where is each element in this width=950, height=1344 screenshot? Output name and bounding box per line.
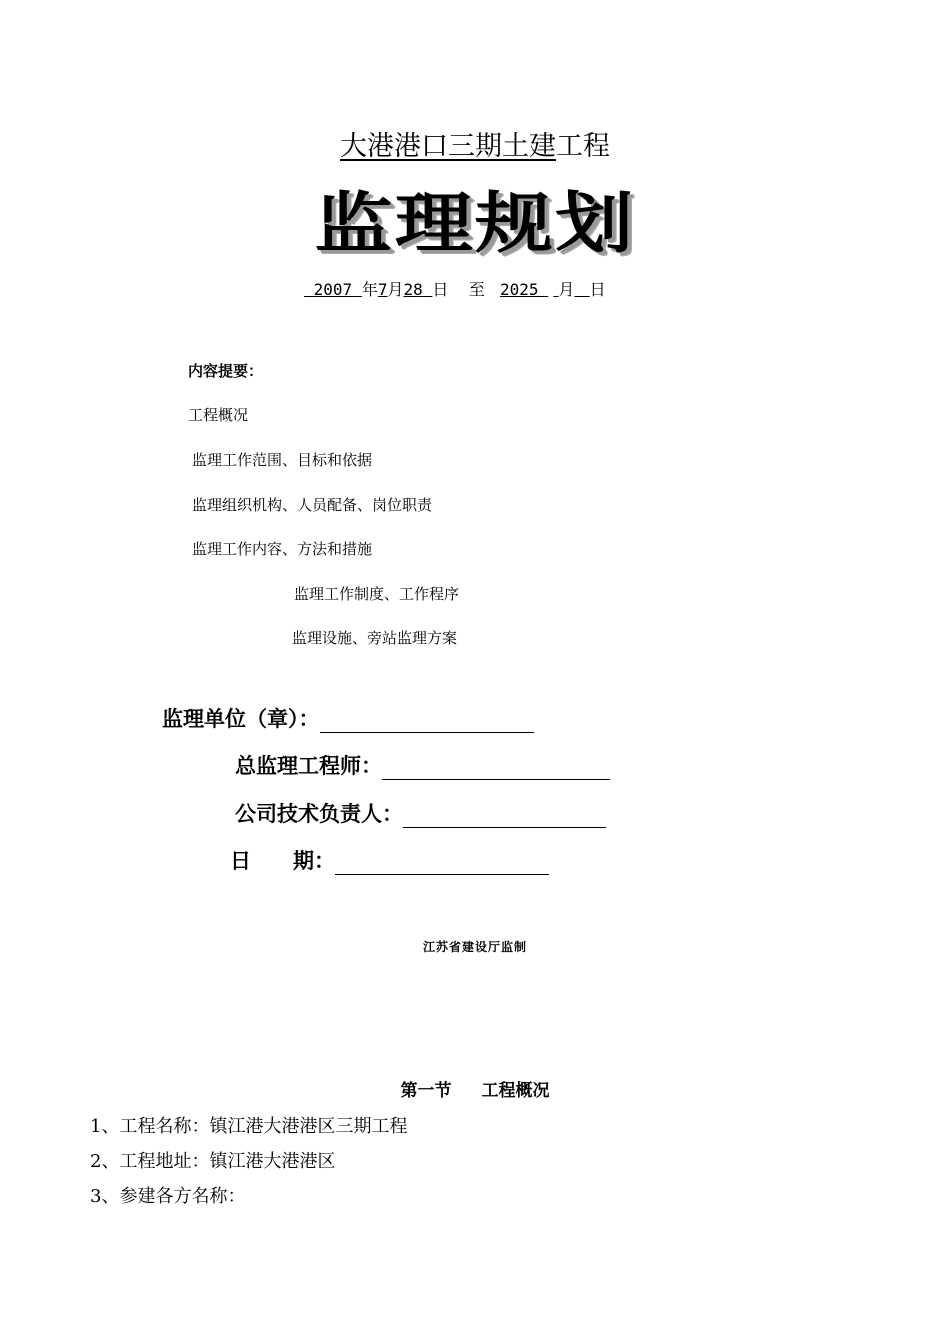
to-char: 至 xyxy=(468,280,485,299)
date-blank xyxy=(335,852,549,875)
toc-item: 监理设施、旁站监理方案 xyxy=(292,629,458,647)
toc-heading: 内容提要： xyxy=(188,362,264,380)
end-day-blank xyxy=(574,280,589,299)
start-year: 2007 xyxy=(313,280,353,299)
end-year: 2025 xyxy=(500,280,539,299)
toc-item: 监理工作制度、工作程序 xyxy=(294,585,460,603)
date-label: 日 期： xyxy=(230,849,335,873)
project-address-line: 2、工程地址：镇江港大港港区 xyxy=(90,1151,336,1172)
supervision-unit-blank xyxy=(320,710,534,733)
toc-item: 监理工作内容、方法和措施 xyxy=(192,540,373,558)
project-title-underlined: 大港港口三期土建 xyxy=(340,131,556,162)
tech-director-blank xyxy=(403,805,606,828)
tech-director-field xyxy=(235,798,606,828)
start-day: 28 xyxy=(403,280,423,299)
supervision-unit-field xyxy=(162,703,534,733)
section-title xyxy=(0,1076,950,1101)
end-day-char: 日 xyxy=(589,280,606,299)
project-title xyxy=(0,124,950,163)
chief-engineer-blank xyxy=(382,757,610,780)
toc-item: 监理工作范围、目标和依据 xyxy=(192,451,373,469)
date-field xyxy=(230,845,549,875)
day-char: 日 xyxy=(432,280,449,299)
end-month-char: 月 xyxy=(558,280,575,299)
section-number: 第一节 xyxy=(400,1081,452,1101)
tech-director-label: 公司技术负责人： xyxy=(235,802,403,826)
issuer: 江苏省建设厅监制 xyxy=(422,940,527,954)
project-title-rest: 工程 xyxy=(556,131,610,162)
plan-title: 监理规划 xyxy=(314,185,636,262)
year-char: 年 xyxy=(361,280,378,299)
month-char: 月 xyxy=(387,280,404,299)
chief-engineer-field xyxy=(235,750,610,780)
chief-engineer-label: 总监理工程师： xyxy=(235,754,382,778)
participants-line: 3、参建各方名称： xyxy=(90,1186,246,1207)
toc-item: 工程概况 xyxy=(188,406,249,424)
start-month: 7 xyxy=(377,280,388,299)
date-line xyxy=(304,277,606,300)
supervision-unit-label: 监理单位（章）： xyxy=(162,707,320,731)
toc-item: 监理组织机构、人员配备、岗位职责 xyxy=(192,496,433,514)
project-name-line: 1、工程名称：镇江港大港港区三期工程 xyxy=(90,1116,408,1137)
section-name: 工程概况 xyxy=(481,1081,550,1101)
